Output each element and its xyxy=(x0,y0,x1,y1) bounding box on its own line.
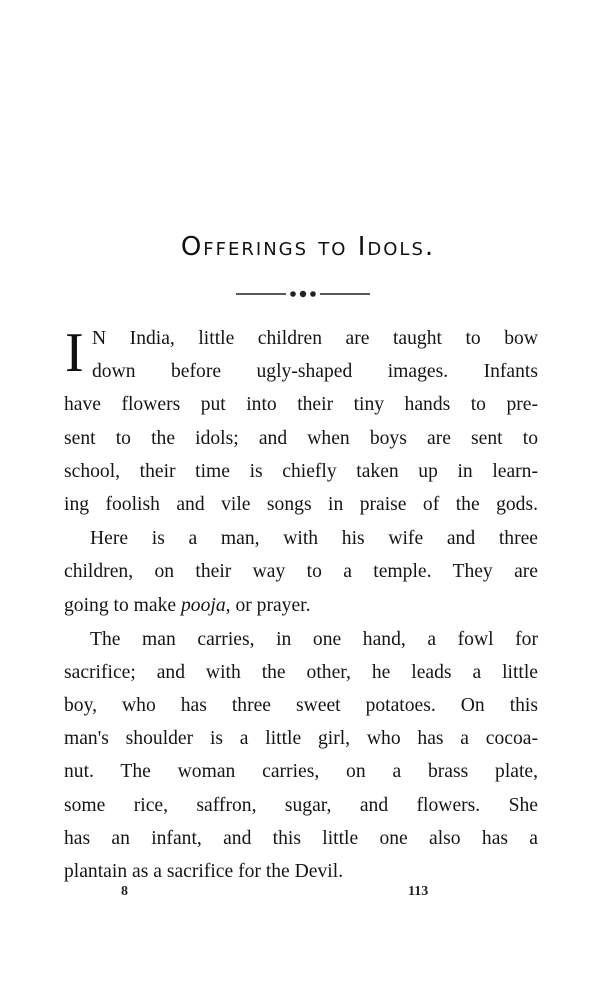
paragraph-1-line: school, their time is chiefly taken up in learn- xyxy=(64,460,538,482)
paragraph-3-line: nut. The woman carries, on a brass plate, xyxy=(64,761,538,783)
paragraph-2-line: children, on their way to a temple. They are xyxy=(64,561,538,583)
paragraph-2-line: Here is a man, with his wife and three xyxy=(90,528,538,550)
paragraph-3-line: sacrifice; and with the other, he leads a little xyxy=(64,661,538,683)
drop-cap: I xyxy=(65,322,84,384)
paragraph-3-line: some rice, saffron, sugar, and flowers. She xyxy=(64,794,538,816)
paragraph-2-text: , or prayer. xyxy=(225,594,311,616)
paragraph-3-line: plantain as a sacrifice for the Devil. xyxy=(64,861,344,882)
paragraph-3-line: boy, who has three sweet potatoes. On this xyxy=(64,695,538,717)
paragraph-3-line: The man carries, in one hand, a fowl for xyxy=(90,628,538,650)
body-text xyxy=(64,322,538,888)
paragraph-1-line: ing foolish and vile songs in praise of the gods. xyxy=(64,493,538,515)
paragraph-3-line: has an infant, and this little one also has a xyxy=(64,827,538,849)
paragraph-1-line: sent to the idols; and when boys are sent to xyxy=(64,427,538,449)
paragraph-1-line: N India, little children are taught to bow xyxy=(92,328,538,349)
ornament-divider xyxy=(236,288,370,300)
paragraph-3-line: man's shoulder is a little girl, who has a cocoa- xyxy=(64,728,538,750)
paragraph-1-line: have flowers put into their tiny hands to pre- xyxy=(64,394,538,416)
paragraph-1-line: down before ugly-shaped images. Infants xyxy=(92,361,538,383)
paragraph-2-text: going to make xyxy=(64,594,181,616)
italic-term-pooja: pooja xyxy=(181,594,226,616)
paragraph-2-last-line xyxy=(64,589,538,622)
signature-mark: 8 xyxy=(121,884,128,899)
page-number: 113 xyxy=(408,884,429,899)
chapter-title: Offerings to Idols. xyxy=(180,232,436,262)
